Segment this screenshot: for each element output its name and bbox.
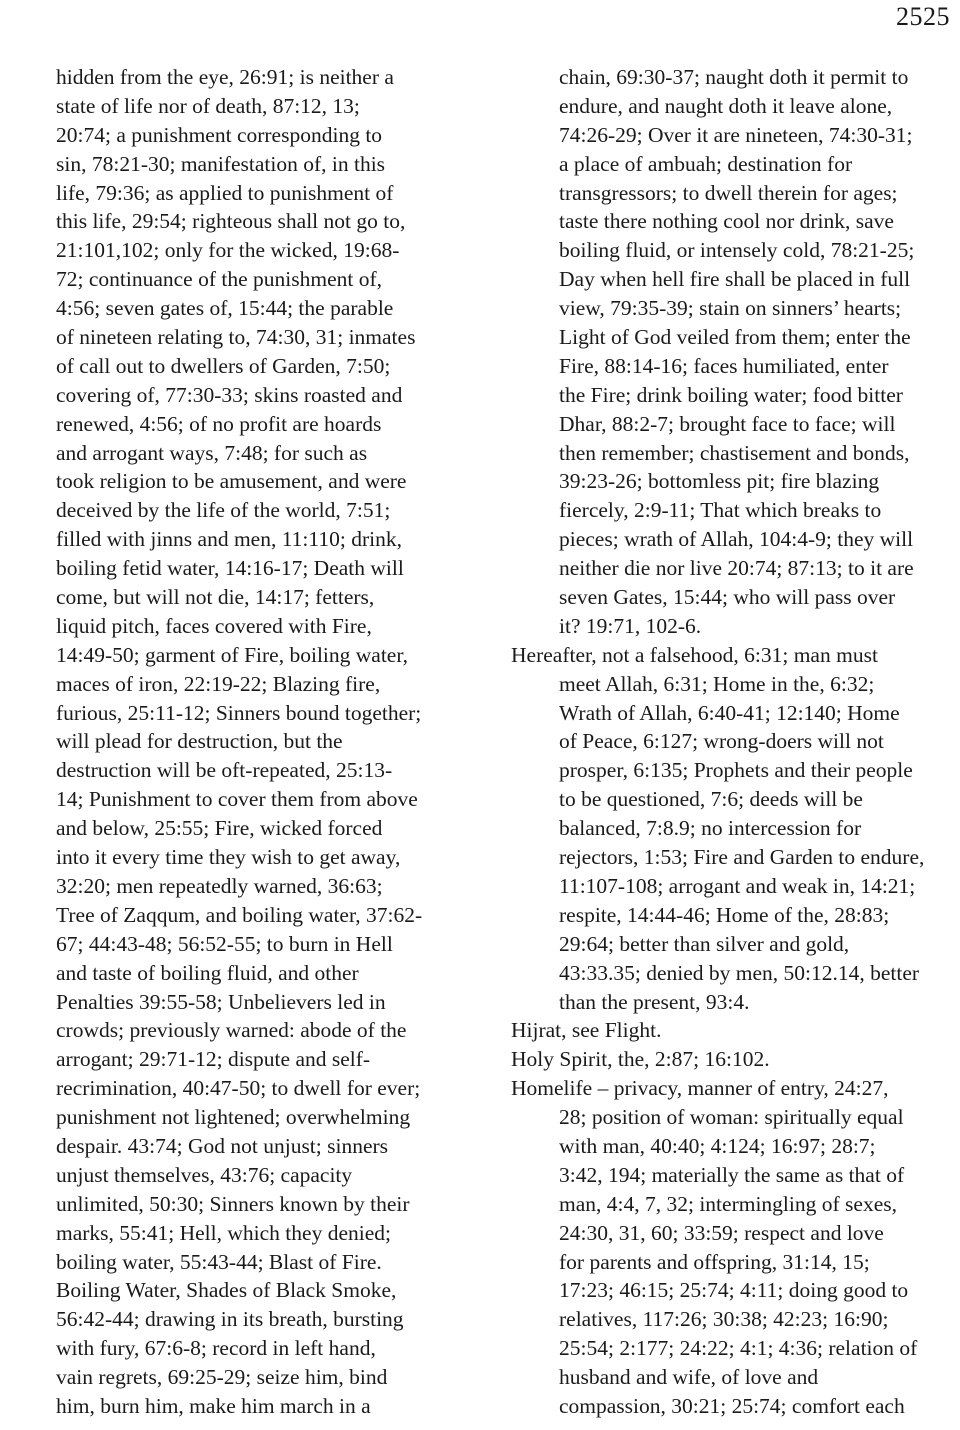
index-line-headword: unjust themselves, 43:76; capacity (56, 1162, 353, 1187)
index-line-headword: will plead for destruction, but the (56, 729, 343, 754)
index-line-headword: covering of, 77:30-33; skins roasted and (56, 382, 403, 407)
index-line-continuation: for parents and offspring, 31:14, 15; (559, 1249, 870, 1274)
index-line-headword: of nineteen relating to, 74:30, 31; inmates (56, 325, 416, 350)
index-line-continuation: 29:64; better than silver and gold, (559, 931, 850, 956)
index-line-headword: 67; 44:43-48; 56:52-55; to burn in Hell (56, 931, 393, 956)
index-line-continuation: of Peace, 6:127; wrong-doers will not (559, 729, 884, 754)
index-line-continuation: husband and wife, of love and (559, 1365, 819, 1390)
index-line-continuation: neither die nor live 20:74; 87:13; to it are (559, 556, 914, 581)
index-line-continuation: Day when hell fire shall be placed in full (559, 267, 911, 292)
index-line-headword: deceived by the life of the world, 7:51; (56, 498, 391, 523)
index-line-continuation: than the present, 93:4. (559, 989, 750, 1014)
index-line-continuation: Wrath of Allah, 6:40-41; 12:140; Home (559, 700, 900, 725)
index-line-continuation: 3:42, 194; materially the same as that of (559, 1162, 905, 1187)
index-line-headword: despair. 43:74; God not unjust; sinners (56, 1133, 389, 1158)
index-line-headword: 21:101,102; only for the wicked, 19:68- (56, 238, 400, 263)
index-line-headword: Homelife – privacy, manner of entry, 24:27, (511, 1076, 889, 1101)
index-line-headword: 4:56; seven gates of, 15:44; the parable (56, 296, 394, 321)
index-line-continuation: view, 79:35-39; stain on sinners’ hearts; (559, 296, 902, 321)
index-line-continuation: then remember; chastisement and bonds, (559, 440, 910, 465)
index-line-headword: filled with jinns and men, 11:110; drink, (56, 527, 402, 552)
index-line-headword: 56:42-44; drawing in its breath, bursting (56, 1307, 404, 1332)
index-line-headword: sin, 78:21-30; manifestation of, in this (56, 151, 386, 176)
page-number: 2525 (896, 2, 950, 31)
index-line-continuation: man, 4:4, 7, 32; intermingling of sexes, (559, 1191, 897, 1216)
index-line-continuation: taste there nothing cool nor drink, save (559, 209, 894, 234)
index-line-headword: maces of iron, 22:19-22; Blazing fire, (56, 671, 381, 696)
index-line-headword: 14; Punishment to cover them from above (56, 787, 418, 812)
index-line-headword: 32:20; men repeatedly warned, 36:63; (56, 873, 383, 898)
index-line-headword: furious, 25:11-12; Sinners bound together; (56, 700, 422, 725)
index-line-headword: and arrogant ways, 7:48; for such as (56, 440, 368, 465)
index-line-headword: punishment not lightened; overwhelming (56, 1105, 411, 1130)
index-line-headword: 14:49-50; garment of Fire, boiling water, (56, 642, 409, 667)
index-line-continuation: prosper, 6:135; Prophets and their people (559, 758, 913, 783)
index-line-headword: arrogant; 29:71-12; dispute and self- (56, 1047, 371, 1072)
index-line-continuation: endure, and naught doth it leave alone, (559, 93, 893, 118)
index-line-continuation: 11:107-108; arrogant and weak in, 14:21; (559, 873, 916, 898)
index-line-headword: into it every time they wish to get away, (56, 845, 401, 870)
index-line-continuation: 74:26-29; Over it are nineteen, 74:30-31; (559, 122, 913, 147)
index-line-continuation: 25:54; 2:177; 24:22; 4:1; 4:36; relation of (559, 1336, 918, 1361)
index-line-headword: boiling fetid water, 14:16-17; Death will (56, 556, 404, 581)
index-line-continuation: balanced, 7:8.9; no intercession for (559, 816, 862, 841)
index-line-headword: Penalties 39:55-58; Unbelievers led in (56, 989, 386, 1014)
index-line-headword: Holy Spirit, the, 2:87; 16:102. (511, 1047, 770, 1072)
index-column-left (56, 63, 449, 1421)
index-line-headword: took religion to be amusement, and were (56, 469, 407, 494)
index-line-headword: renewed, 4:56; of no profit are hoards (56, 411, 382, 436)
index-line-headword: recrimination, 40:47-50; to dwell for ever; (56, 1076, 421, 1101)
index-column-right (511, 63, 953, 1421)
index-line-continuation: rejectors, 1:53; Fire and Garden to endure, (559, 845, 925, 870)
index-line-headword: of call out to dwellers of Garden, 7:50; (56, 353, 391, 378)
index-line-headword: 20:74; a punishment corresponding to (56, 122, 383, 147)
index-line-headword: Hijrat, see Flight. (511, 1018, 662, 1043)
index-line-continuation: 43:33.35; denied by men, 50:12.14, better (559, 960, 920, 985)
index-line-continuation: 28; position of woman: spiritually equal (559, 1105, 904, 1130)
index-line-headword: 72; continuance of the punishment of, (56, 267, 383, 292)
index-line-continuation: Light of God veiled from them; enter the (559, 325, 911, 350)
index-line-headword: vain regrets, 69:25-29; seize him, bind (56, 1365, 388, 1390)
index-line-continuation: boiling fluid, or intensely cold, 78:21-25; (559, 238, 915, 263)
index-line-headword: crowds; previously warned: abode of the (56, 1018, 407, 1043)
index-line-continuation: Fire, 88:14-16; faces humiliated, enter (559, 353, 889, 378)
index-line-headword: come, but will not die, 14:17; fetters, (56, 585, 375, 610)
index-line-continuation: with man, 40:40; 4:124; 16:97; 28:7; (559, 1133, 876, 1158)
index-line-headword: state of life nor of death, 87:12, 13; (56, 93, 360, 118)
index-line-continuation: compassion, 30:21; 25:74; comfort each (559, 1393, 905, 1418)
index-line-headword: life, 79:36; as applied to punishment of (56, 180, 394, 205)
index-line-headword: unlimited, 50:30; Sinners known by their (56, 1191, 410, 1216)
index-line-continuation: Dhar, 88:2-7; brought face to face; will (559, 411, 896, 436)
index-line-continuation: to be questioned, 7:6; deeds will be (559, 787, 863, 812)
index-line-headword: Tree of Zaqqum, and boiling water, 37:62- (56, 902, 423, 927)
index-line-headword: marks, 55:41; Hell, which they denied; (56, 1220, 391, 1245)
index-line-continuation: chain, 69:30-37; naught doth it permit to (559, 65, 909, 89)
index-line-headword: and taste of boiling fluid, and other (56, 960, 359, 985)
index-line-continuation: respite, 14:44-46; Home of the, 28:83; (559, 902, 890, 927)
index-line-headword: and below, 25:55; Fire, wicked forced (56, 816, 383, 841)
index-line-continuation: 24:30, 31, 60; 33:59; respect and love (559, 1220, 884, 1245)
index-line-headword: this life, 29:54; righteous shall not go to, (56, 209, 406, 234)
index-line-continuation: meet Allah, 6:31; Home in the, 6:32; (559, 671, 875, 696)
index-line-headword: him, burn him, make him march in a (56, 1393, 371, 1418)
index-line-continuation: pieces; wrath of Allah, 104:4-9; they will (559, 527, 914, 552)
index-line-continuation: 39:23-26; bottomless pit; fire blazing (559, 469, 880, 494)
index-line-headword: destruction will be oft-repeated, 25:13- (56, 758, 393, 783)
index-line-headword: boiling water, 55:43-44; Blast of Fire. (56, 1249, 382, 1274)
index-line-continuation: transgressors; to dwell therein for ages; (559, 180, 898, 205)
index-line-continuation: it? 19:71, 102-6. (559, 613, 702, 638)
index-line-continuation: fiercely, 2:9-11; That which breaks to (559, 498, 882, 523)
index-line-continuation: 17:23; 46:15; 25:74; 4:11; doing good to (559, 1278, 909, 1303)
index-line-headword: liquid pitch, faces covered with Fire, (56, 613, 372, 638)
index-line-continuation: seven Gates, 15:44; who will pass over (559, 585, 896, 610)
index-line-headword: hidden from the eye, 26:91; is neither a (56, 65, 394, 89)
index-line-headword: Hereafter, not a falsehood, 6:31; man must (511, 642, 878, 667)
index-line-headword: Boiling Water, Shades of Black Smoke, (56, 1278, 397, 1303)
index-line-continuation: a place of ambuah; destination for (559, 151, 853, 176)
index-line-continuation: relatives, 117:26; 30:38; 42:23; 16:90; (559, 1307, 889, 1332)
index-line-continuation: the Fire; drink boiling water; food bitter (559, 382, 903, 407)
index-line-headword: with fury, 67:6-8; record in left hand, (56, 1336, 376, 1361)
